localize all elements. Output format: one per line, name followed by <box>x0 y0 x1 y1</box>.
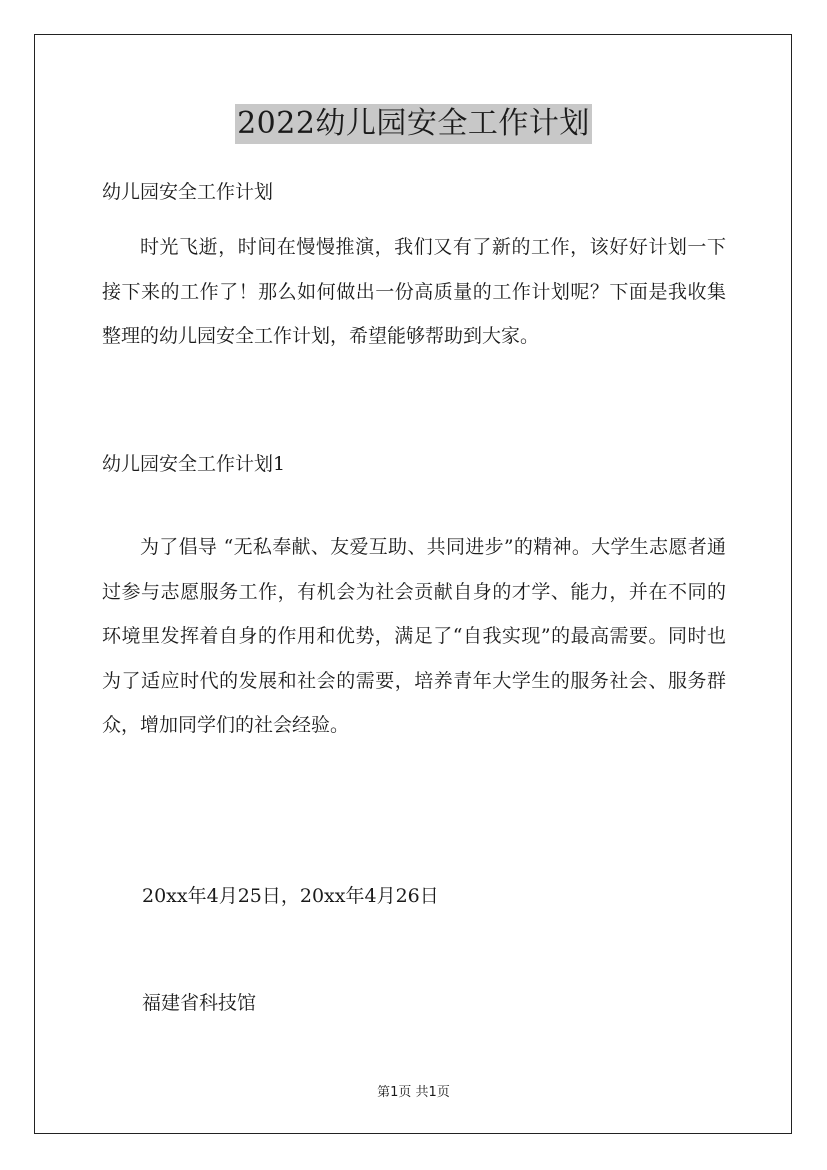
page-footer: 第1页 共1页 <box>377 1085 450 1100</box>
document-title-text: 2022幼儿园安全工作计划 <box>235 104 592 144</box>
document-title <box>0 103 827 144</box>
date-line: 20xx年4月25日，20xx年4月26日 <box>142 885 439 907</box>
document-subtitle: 幼儿园安全工作计划 <box>102 181 274 203</box>
section-heading: 幼儿园安全工作计划1 <box>102 453 286 475</box>
intro-paragraph: 时光飞逝，时间在慢慢推演，我们又有了新的工作，该好好计划一下接下来的工作了！那么如何做出一份高质量的工作计划呢？下面是我收集整理的幼儿园安全工作计划，希望能够帮助到大家。 <box>102 236 726 347</box>
section-paragraph: 为了倡导 “无私奉献、友爱互助、共同进步”的精神。大学生志愿者通过参与志愿服务工作，有机会为社会贡献自身的才学、能力，并在不同的环境里发挥着自身的作用和优势，满足了“自我实现”的最高需要。同时也为了适应时代的发展和社会的需要，培养青年大学生的服务社会、服务群众，增加同学们的社会经验。 <box>102 536 726 736</box>
location-line: 福建省科技馆 <box>142 992 257 1014</box>
